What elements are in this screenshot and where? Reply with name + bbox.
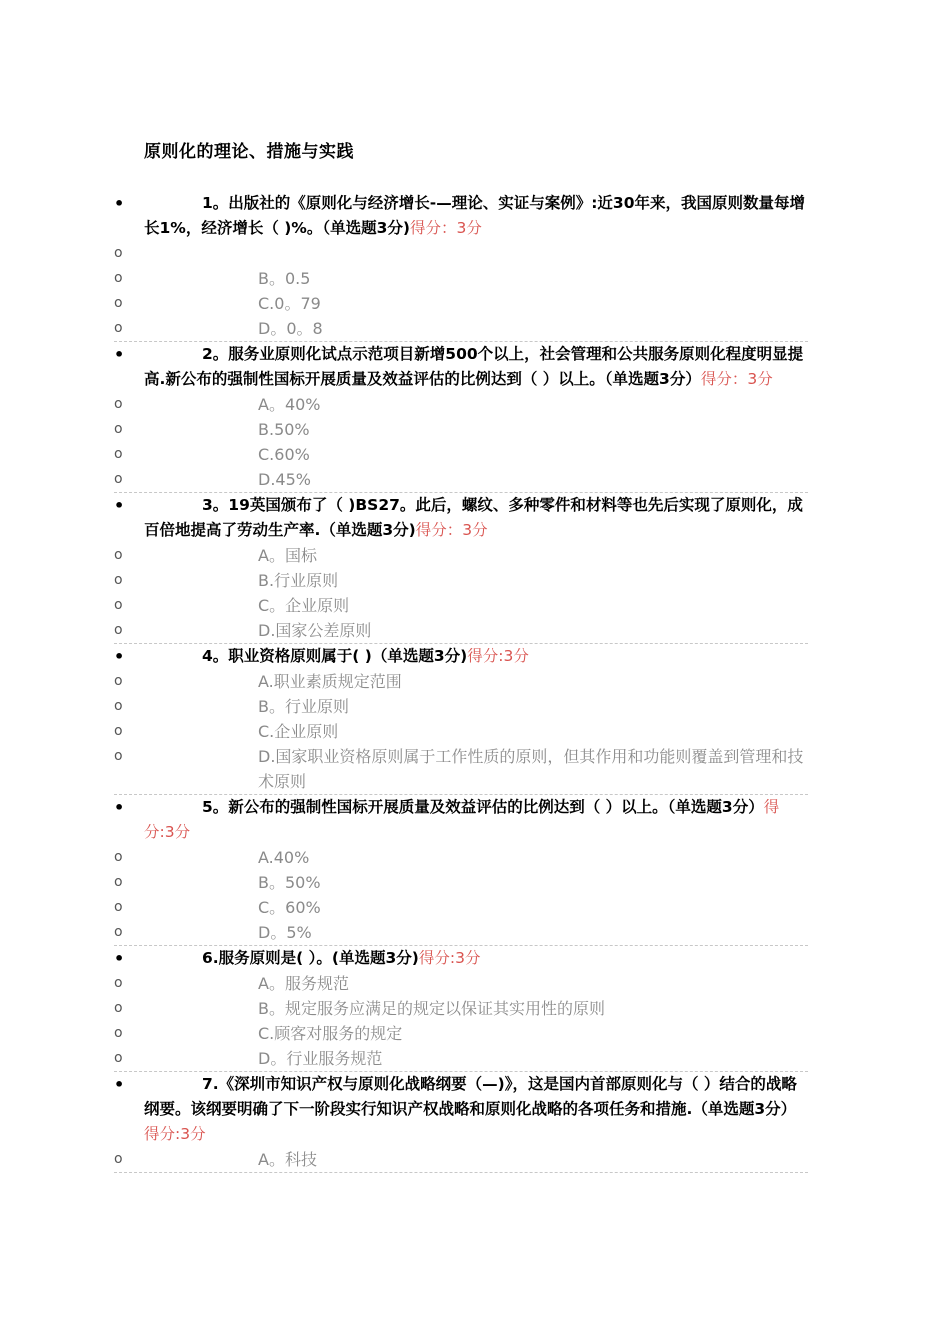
radio-circle-icon[interactable]: o <box>114 295 123 311</box>
answer-option-label: A.职业素质规定范围 <box>258 672 402 691</box>
question-item <box>114 493 808 644</box>
answer-option-label: D.45% <box>258 470 311 489</box>
radio-circle-icon[interactable]: o <box>114 396 123 412</box>
question-score: 得分:3分 <box>144 798 780 841</box>
answer-option[interactable] <box>114 442 808 467</box>
answer-option[interactable] <box>114 291 808 316</box>
radio-circle-icon[interactable]: o <box>114 421 123 437</box>
radio-circle-icon[interactable]: o <box>114 320 123 336</box>
bullet-icon: • <box>114 345 125 364</box>
radio-circle-icon[interactable]: o <box>114 622 123 638</box>
answer-option[interactable] <box>114 618 808 643</box>
bullet-icon: • <box>114 194 125 213</box>
answer-option[interactable] <box>114 895 808 920</box>
question-text <box>144 1072 808 1147</box>
question-header <box>114 946 808 971</box>
answer-option[interactable] <box>114 920 808 945</box>
answer-option-label: A。40% <box>258 395 321 414</box>
answer-option[interactable] <box>114 316 808 341</box>
bullet-icon: • <box>114 496 125 515</box>
radio-circle-icon[interactable]: o <box>114 245 123 261</box>
question-stem: 2。服务业原则化试点示范项目新增500个以上，社会管理和公共服务原则化程度明显提高.新公布的强制性国标开展质量及效益评估的比例达到（ ）以上。（单选题3分） <box>144 345 804 388</box>
question-item <box>114 946 808 1072</box>
answer-option-label: A.40% <box>258 848 310 867</box>
answer-option-label: C.企业原则 <box>258 722 339 741</box>
radio-circle-icon[interactable]: o <box>114 673 123 689</box>
answer-option[interactable] <box>114 744 808 794</box>
bullet-icon: • <box>114 949 125 968</box>
question-stem: 6.服务原则是( ）。(单选题3分) <box>202 949 419 967</box>
question-text <box>144 795 808 845</box>
radio-circle-icon[interactable]: o <box>114 1151 123 1167</box>
radio-circle-icon[interactable]: o <box>114 471 123 487</box>
question-score: 得分:3分 <box>467 647 529 665</box>
question-score: 得分:3分 <box>418 949 481 967</box>
answer-option[interactable] <box>114 996 808 1021</box>
radio-circle-icon[interactable]: o <box>114 723 123 739</box>
radio-circle-icon[interactable]: o <box>114 899 123 915</box>
question-text <box>144 946 808 971</box>
radio-circle-icon[interactable]: o <box>114 748 123 764</box>
answer-option-label: B。0.5 <box>258 269 311 288</box>
question-text <box>144 191 808 241</box>
answer-option-label: A。国标 <box>258 546 317 565</box>
question-header <box>114 342 808 392</box>
radio-circle-icon[interactable]: o <box>114 547 123 563</box>
answer-option[interactable] <box>114 1147 808 1172</box>
question-score: 得分：3分 <box>700 370 773 388</box>
question-header <box>114 191 808 241</box>
answer-option-label: B.50% <box>258 420 310 439</box>
radio-circle-icon[interactable]: o <box>114 572 123 588</box>
answer-option-label: D.国家职业资格原则属于工作性质的原则，但其作用和功能则覆盖到管理和技术原则 <box>258 747 804 791</box>
answer-option[interactable] <box>114 241 808 266</box>
answer-option[interactable] <box>114 568 808 593</box>
answer-option-label: B。规定服务应满足的规定以保证其实用性的原则 <box>258 999 605 1018</box>
answer-option[interactable] <box>114 417 808 442</box>
answer-option[interactable] <box>114 543 808 568</box>
answer-option[interactable] <box>114 719 808 744</box>
radio-circle-icon[interactable]: o <box>114 874 123 890</box>
question-stem: 4。职业资格原则属于( )（单选题3分) <box>202 647 468 665</box>
question-stem: 7.《深圳市知识产权与原则化战略纲要（—)》，这是国内首部原则化与（ ）结合的战略纲要。该纲要明确了下一阶段实行知识产权战略和原则化战略的各项任务和措施.（单选题3分） <box>144 1075 797 1118</box>
radio-circle-icon[interactable]: o <box>114 597 123 613</box>
answer-option[interactable] <box>114 593 808 618</box>
question-text <box>144 644 808 669</box>
question-list <box>114 191 808 1173</box>
answer-option-label: B。行业原则 <box>258 697 349 716</box>
answer-option[interactable] <box>114 266 808 291</box>
radio-circle-icon[interactable]: o <box>114 446 123 462</box>
question-item <box>114 191 808 342</box>
question-item <box>114 1072 808 1173</box>
answer-option-label: A。科技 <box>258 1150 317 1169</box>
answer-option[interactable] <box>114 1046 808 1071</box>
radio-circle-icon[interactable]: o <box>114 1050 123 1066</box>
question-stem: 3。19英国颁布了（ )BS27。此后，螺纹、多种零件和材料等也先后实现了原则化，成百倍地提高了劳动生产率.（单选题3分) <box>144 496 803 539</box>
answer-option[interactable] <box>114 971 808 996</box>
answer-option[interactable] <box>114 669 808 694</box>
answer-option-label: C.0。79 <box>258 294 321 313</box>
question-header <box>114 493 808 543</box>
question-divider <box>114 1172 808 1173</box>
question-stem: 1。出版社的《原则化与经济增长-—理论、实证与案例》:近30年来，我国原则数量每增长1%，经济增长（ )%。（单选题3分) <box>144 194 805 237</box>
answer-option[interactable] <box>114 467 808 492</box>
answer-option-label: B.行业原则 <box>258 571 339 590</box>
bullet-icon: • <box>114 647 125 666</box>
bullet-icon: • <box>114 1075 125 1094</box>
answer-option-label: D。5% <box>258 923 312 942</box>
radio-circle-icon[interactable]: o <box>114 924 123 940</box>
answer-option-label: C。企业原则 <box>258 596 350 615</box>
answer-option-label: D。行业服务规范 <box>258 1049 383 1068</box>
answer-option-label: D.国家公差原则 <box>258 621 372 640</box>
answer-option-label: C.顾客对服务的规定 <box>258 1024 403 1043</box>
question-score: 得分：3分 <box>409 219 482 237</box>
radio-circle-icon[interactable]: o <box>114 1025 123 1041</box>
answer-option-label: B。50% <box>258 873 321 892</box>
document-title: 原则化的理论、措施与实践 <box>144 142 354 162</box>
bullet-icon: • <box>114 798 125 817</box>
radio-circle-icon[interactable]: o <box>114 849 123 865</box>
answer-option[interactable] <box>114 845 808 870</box>
answer-option-label: A。服务规范 <box>258 974 349 993</box>
answer-option[interactable] <box>114 392 808 417</box>
question-header <box>114 644 808 669</box>
question-header <box>114 1072 808 1147</box>
radio-circle-icon[interactable]: o <box>114 698 123 714</box>
question-item <box>114 795 808 946</box>
radio-circle-icon[interactable]: o <box>114 975 123 991</box>
radio-circle-icon[interactable]: o <box>114 270 123 286</box>
question-score: 得分：3分 <box>415 521 488 539</box>
question-stem: 5。新公布的强制性国标开展质量及效益评估的比例达到（ ）以上。（单选题3分） <box>202 798 764 816</box>
question-header <box>114 795 808 845</box>
answer-option-label: C。60% <box>258 898 321 917</box>
radio-circle-icon[interactable]: o <box>114 1000 123 1016</box>
answer-option-label: C.60% <box>258 445 310 464</box>
answer-option[interactable] <box>114 694 808 719</box>
answer-option[interactable] <box>114 1021 808 1046</box>
question-text <box>144 493 808 543</box>
question-item <box>114 342 808 493</box>
answer-option-label: D。0。8 <box>258 319 323 338</box>
question-text <box>144 342 808 392</box>
answer-option[interactable] <box>114 870 808 895</box>
question-score: 得分:3分 <box>144 1125 206 1143</box>
question-item <box>114 644 808 795</box>
